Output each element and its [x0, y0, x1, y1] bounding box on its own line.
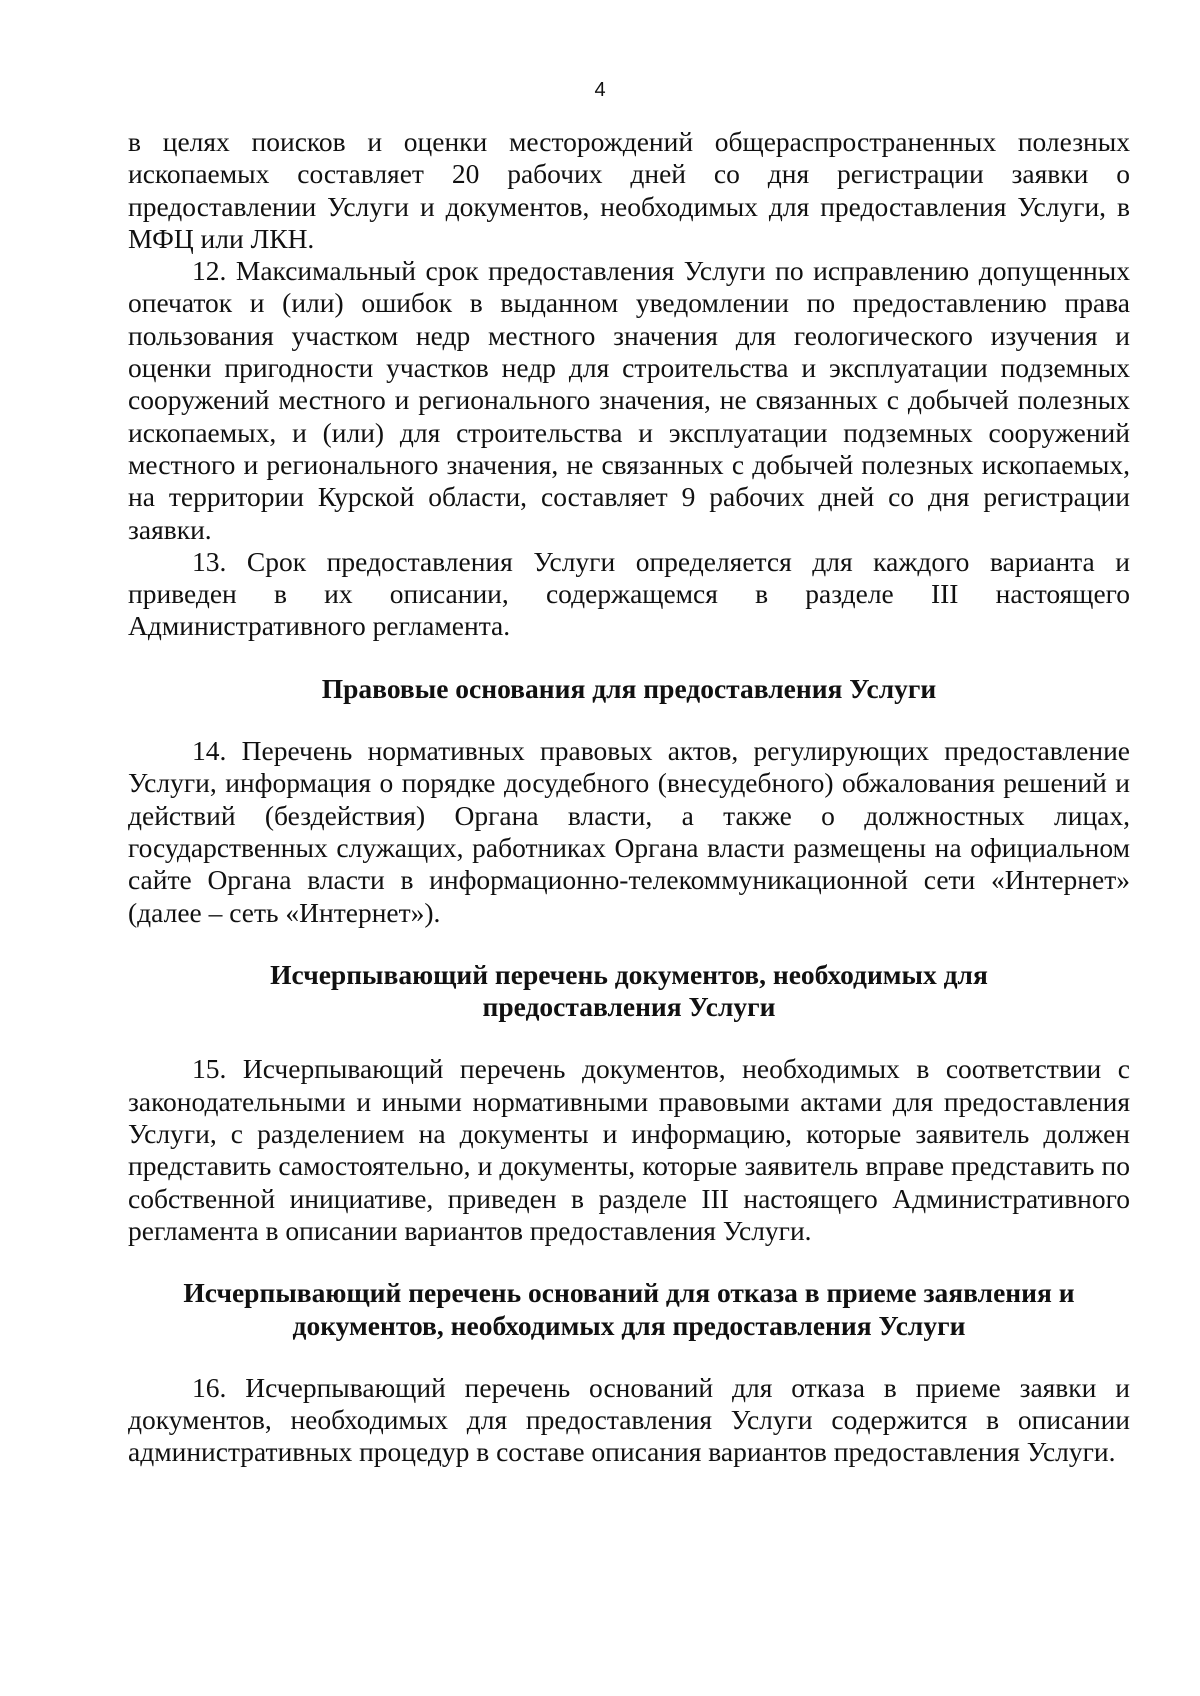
heading-legal-basis — [128, 673, 1130, 705]
heading-documents-list-line-2: предоставления Услуги — [482, 991, 776, 1023]
heading-documents-list-line-1: Исчерпывающий перечень документов, необходимых для — [270, 958, 988, 990]
paragraph-14: 14. Перечень нормативных правовых актов, регулирующих предоставление Услуги, информация о порядке досудебного (внесудебного) обжалования решений и действий (бездействия) Органа власти, а также о должностных лицах, государственных служащих, работниках Органа власти размещены на официальном сайте Органа власти в информационно-телекоммуникационной сети «Интернет» (далее – сеть «Интернет»). — [128, 735, 1130, 928]
paragraph-11-continuation: в целях поисков и оценки месторождений общераспространенных полезных ископаемых составляет 20 рабочих дней со дня регистрации заявки о предоставлении Услуги и документов, необходимых для предоставления Услуги, в МФЦ или ЛКН. — [128, 126, 1130, 254]
spacer — [128, 1023, 1130, 1053]
heading-refusal-grounds-line-2: документов, необходимых для предоставления Услуги — [292, 1309, 966, 1341]
heading-legal-basis-line-1: Правовые основания для предоставления Услуги — [321, 672, 937, 704]
heading-refusal-grounds — [128, 1277, 1130, 1342]
paragraph-16: 16. Исчерпывающий перечень оснований для отказа в приеме заявки и документов, необходимых для предоставления Услуги содержится в описании административных процедур в составе описания вариантов предоставления Услуги. — [128, 1371, 1130, 1468]
paragraph-13: 13. Срок предоставления Услуги определяется для каждого варианта и приведен в их описании, содержащемся в разделе III настоящего Административного регламента. — [128, 545, 1130, 642]
page-number: 4 — [594, 79, 606, 101]
document-body — [128, 126, 1130, 1469]
spacer — [128, 1342, 1130, 1372]
paragraph-15: 15. Исчерпывающий перечень документов, необходимых в соответствии с законодательными и иными нормативными правовыми актами для предоставления Услуги, с разделением на документы и информацию, которые заявитель должен представить самостоятельно, и документы, которые заявитель вправе представить по собственной инициативе, приведен в разделе III настоящего Административного регламента в описании вариантов предоставления Услуги. — [128, 1053, 1130, 1246]
spacer — [128, 929, 1130, 959]
spacer — [128, 705, 1130, 735]
spacer — [128, 1247, 1130, 1277]
spacer — [128, 643, 1130, 673]
heading-refusal-grounds-line-1: Исчерпывающий перечень оснований для отказа в приеме заявления и — [183, 1277, 1075, 1309]
heading-documents-list — [128, 959, 1130, 1024]
paragraph-12: 12. Максимальный срок предоставления Услуги по исправлению допущенных опечаток и (или) ошибок в выданном уведомлении по предоставлению права пользования участком недр местного значения для геологического изучения и оценки пригодности участков недр для строительства и эксплуатации подземных сооружений местного и регионального значения, не связанных с добычей полезных ископаемых, и (или) для строительства и эксплуатации подземных сооружений местного и регионального значения, не связанных с добычей полезных ископаемых, на территории Курской области, составляет 9 рабочих дней со дня регистрации заявки. — [128, 255, 1130, 545]
